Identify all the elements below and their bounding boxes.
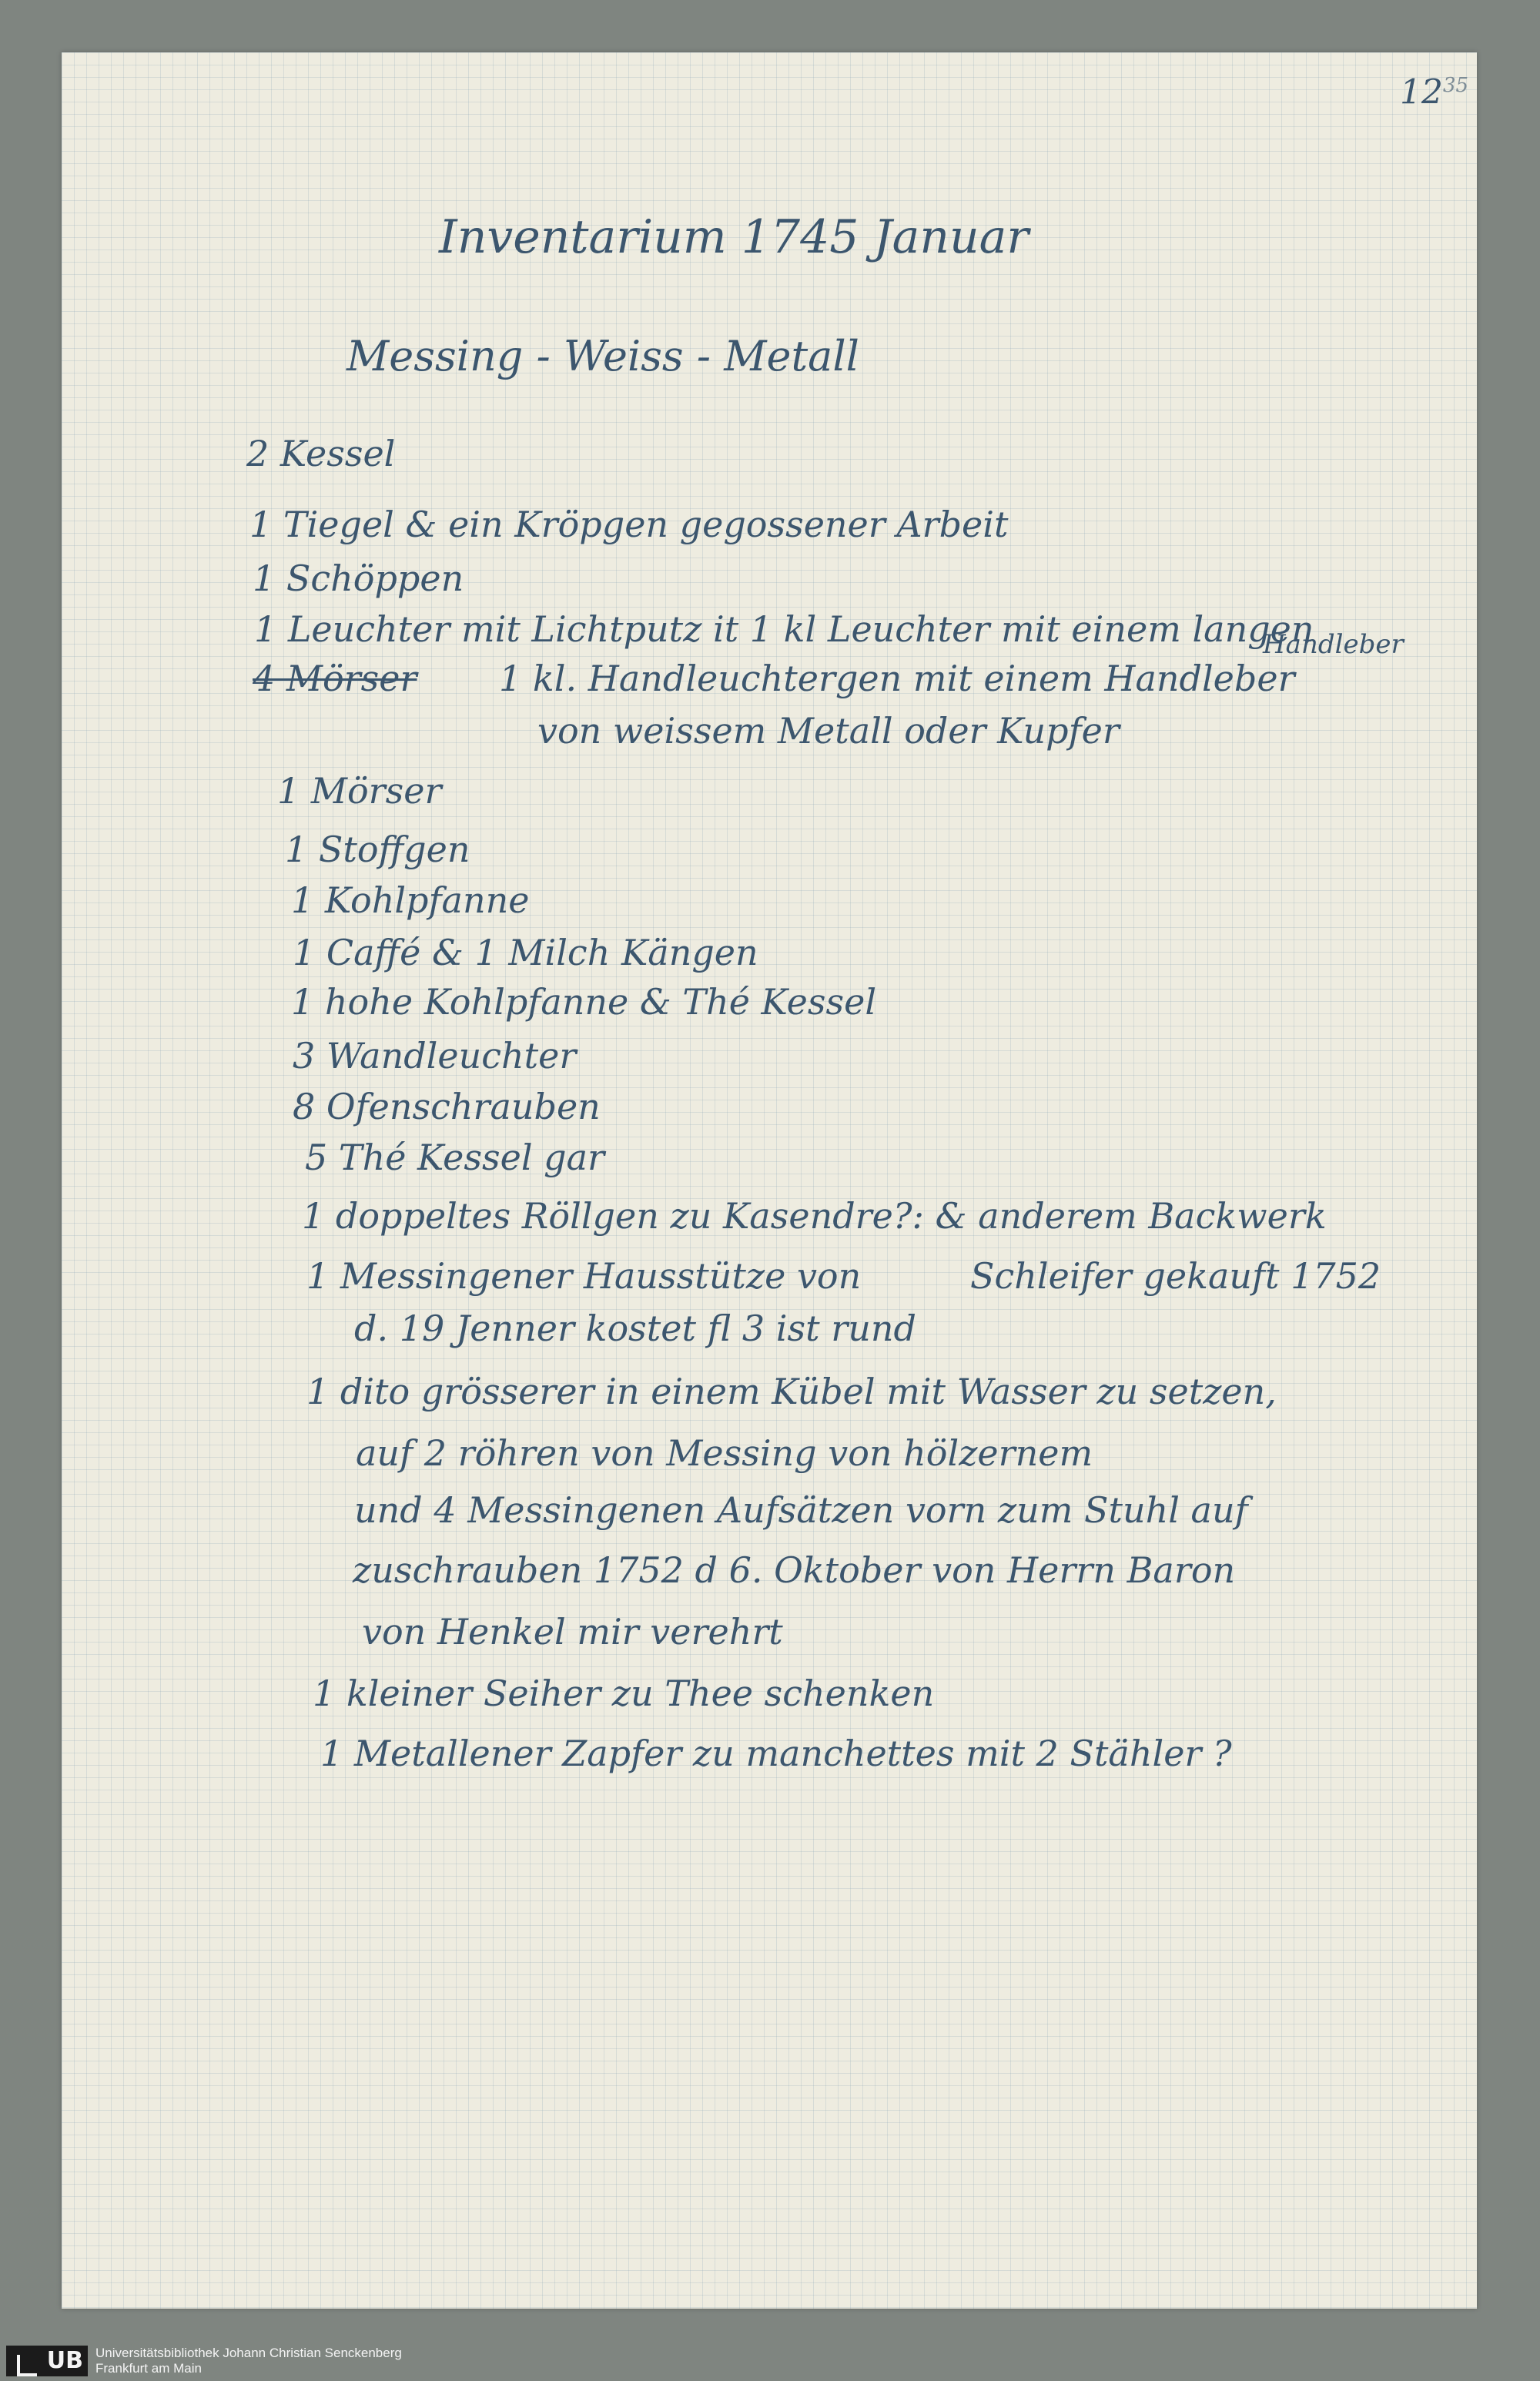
insertion-note: Handleber xyxy=(1263,629,1404,660)
library-name: Universitätsbibliothek Johann Christian Senckenberg xyxy=(95,2346,402,2360)
inventory-line: 2 Kessel xyxy=(246,433,396,474)
library-city: Frankfurt am Main xyxy=(95,2361,202,2376)
inventory-line: 1 Mörser xyxy=(277,770,442,812)
inventory-line: 1 Metallener Zapfer zu manchettes mit 2 Stähler ? xyxy=(320,1733,1232,1774)
struck-entry: 4 Mörser xyxy=(253,658,417,699)
inventory-line: 1 dito grösserer in einem Kübel mit Wasser zu setzen, xyxy=(306,1371,1277,1412)
inventory-line: 1 Kohlpfanne xyxy=(291,879,530,921)
inventory-line: 1 Schöppen xyxy=(253,558,464,599)
page-number-main: 12 xyxy=(1400,72,1443,112)
inventory-line: 1 doppeltes Röllgen zu Kasendre?: & anderem Backwerk xyxy=(302,1195,1327,1237)
inventory-line: 1 kl. Handleuchtergen mit einem Handleber xyxy=(499,658,1295,699)
inventory-line: 1 hohe Kohlpfanne & Thé Kessel xyxy=(291,981,877,1023)
inventory-line: 1 Leuchter mit Lichtputz it 1 kl Leuchter mit einem langen xyxy=(254,608,1314,650)
inventory-line: zuschrauben 1752 d 6. Oktober von Herrn Baron xyxy=(353,1549,1236,1591)
ub-logo-text: UB xyxy=(46,2347,83,2374)
ub-logo-mark-icon xyxy=(17,2355,37,2376)
library-credit xyxy=(95,2346,402,2376)
inventory-line: 1 kleiner Seiher zu Thee schenken xyxy=(313,1673,935,1714)
page-number-superscript: 35 xyxy=(1443,74,1469,97)
inventory-line: Schleifer gekauft 1752 xyxy=(970,1255,1381,1297)
library-footer xyxy=(0,2341,1540,2381)
document-title: Inventarium 1745 Januar xyxy=(439,210,1029,264)
inventory-line: 1 Tiegel & ein Kröpgen gegossener Arbeit xyxy=(249,504,1009,545)
inventory-line: 3 Wandleuchter xyxy=(293,1035,577,1077)
inventory-line: d. 19 Jenner kostet fl 3 ist rund xyxy=(354,1308,916,1349)
inventory-line: 5 Thé Kessel gar xyxy=(305,1137,605,1178)
inventory-line: 1 Messingener Hausstütze von xyxy=(306,1255,862,1297)
inventory-line: 1 Stoffgen xyxy=(285,829,470,870)
inventory-line: von Henkel mir verehrt xyxy=(362,1611,783,1653)
inventory-line: von weissem Metall oder Kupfer xyxy=(537,710,1120,752)
section-heading: Messing - Weiss - Metall xyxy=(346,332,859,380)
inventory-line: und 4 Messingenen Aufsätzen vorn zum Stuhl auf xyxy=(354,1489,1248,1531)
manuscript-page xyxy=(62,52,1477,2309)
inventory-line: 1 Caffé & 1 Milch Kängen xyxy=(293,932,758,973)
page-number xyxy=(1400,72,1469,112)
ub-logo xyxy=(6,2346,88,2376)
inventory-line: 8 Ofenschrauben xyxy=(293,1086,601,1127)
inventory-line: auf 2 röhren von Messing von hölzernem xyxy=(356,1432,1093,1474)
